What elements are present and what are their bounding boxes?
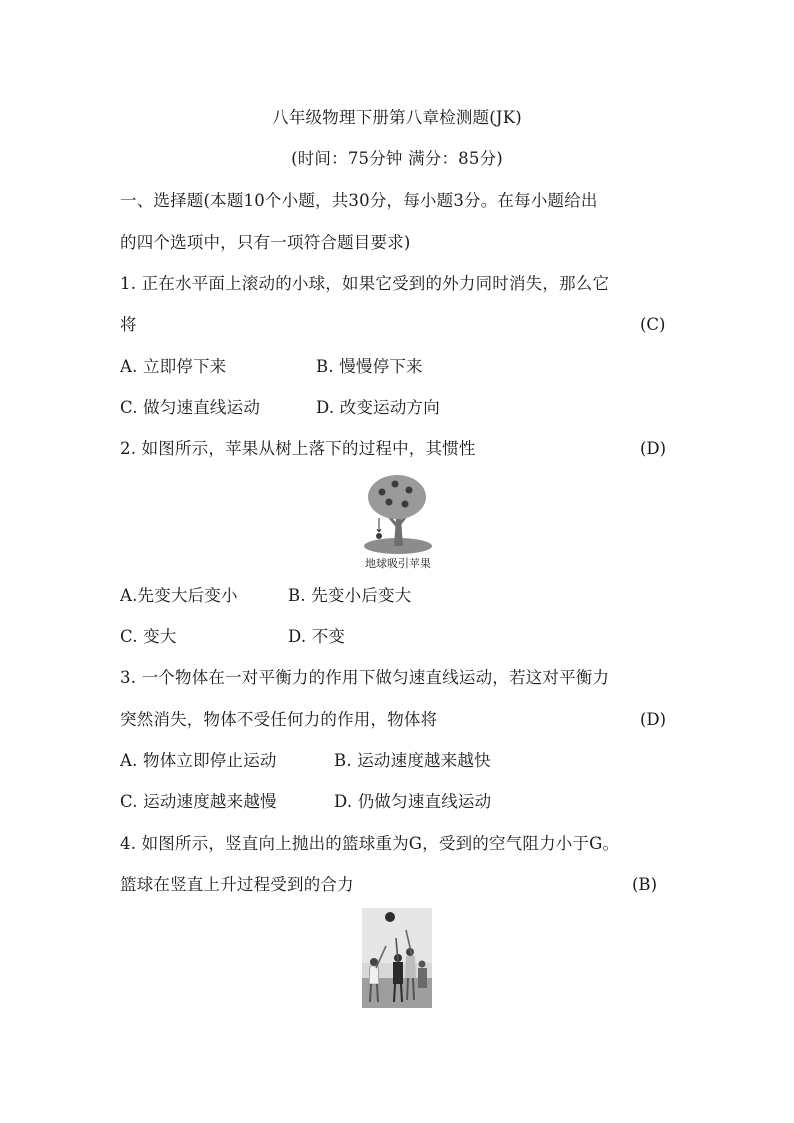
section-heading-line1: 一、选择题(本题10个小题，共30分，每小题3分。在每小题给出 <box>120 191 598 210</box>
q3-stem-line1: 3. 一个物体在一对平衡力的作用下做匀速直线运动，若这对平衡力 <box>120 668 610 687</box>
q1-stem-line2: 将 <box>120 315 137 334</box>
q2-answer: (D) <box>640 439 667 458</box>
q3-option-d: D. 仍做匀速直线运动 <box>334 792 492 811</box>
figure-caption: 地球吸引苹果 <box>365 557 431 570</box>
document-title: 八年级物理下册第八章检测题(JK) <box>272 108 522 127</box>
apple-tree-figure <box>357 474 439 574</box>
section-heading-line2: 的四个选项中，只有一项符合题目要求) <box>120 233 411 252</box>
basketball-players-image <box>362 908 432 1008</box>
q4-stem-line1: 4. 如图所示，竖直向上抛出的篮球重为G，受到的空气阻力小于G。 <box>120 834 620 853</box>
q1-stem-line1: 1. 正在水平面上滚动的小球，如果它受到的外力同时消失，那么它 <box>120 274 610 293</box>
q3-option-a: A. 物体立即停止运动 <box>120 751 277 770</box>
exam-info: (时间：75分钟 满分：85分) <box>291 149 503 168</box>
q2-option-c: C. 变大 <box>120 627 177 646</box>
q3-stem-line2: 突然消失，物体不受任何力的作用，物体将 <box>120 710 438 729</box>
q3-option-b: B. 运动速度越来越快 <box>334 751 491 770</box>
q1-option-a: A. 立即停下来 <box>120 357 227 376</box>
q1-answer: (C) <box>640 315 666 334</box>
q2-option-d: D. 不变 <box>288 627 346 646</box>
q4-answer: (B) <box>632 875 657 894</box>
q3-answer: (D) <box>640 710 667 729</box>
q1-option-c: C. 做匀速直线运动 <box>120 398 261 417</box>
basketball-photo <box>362 908 432 1008</box>
q1-option-b: B. 慢慢停下来 <box>316 357 423 376</box>
q3-option-c: C. 运动速度越来越慢 <box>120 792 277 811</box>
q2-option-b: B. 先变小后变大 <box>288 586 412 605</box>
q2-option-a: A.先变大后变小 <box>120 586 238 605</box>
q4-stem-line2: 篮球在竖直上升过程受到的合力 <box>120 875 354 894</box>
q1-option-d: D. 改变运动方向 <box>316 398 440 417</box>
q2-stem-line1: 2. 如图所示，苹果从树上落下的过程中，其惯性 <box>120 439 476 458</box>
